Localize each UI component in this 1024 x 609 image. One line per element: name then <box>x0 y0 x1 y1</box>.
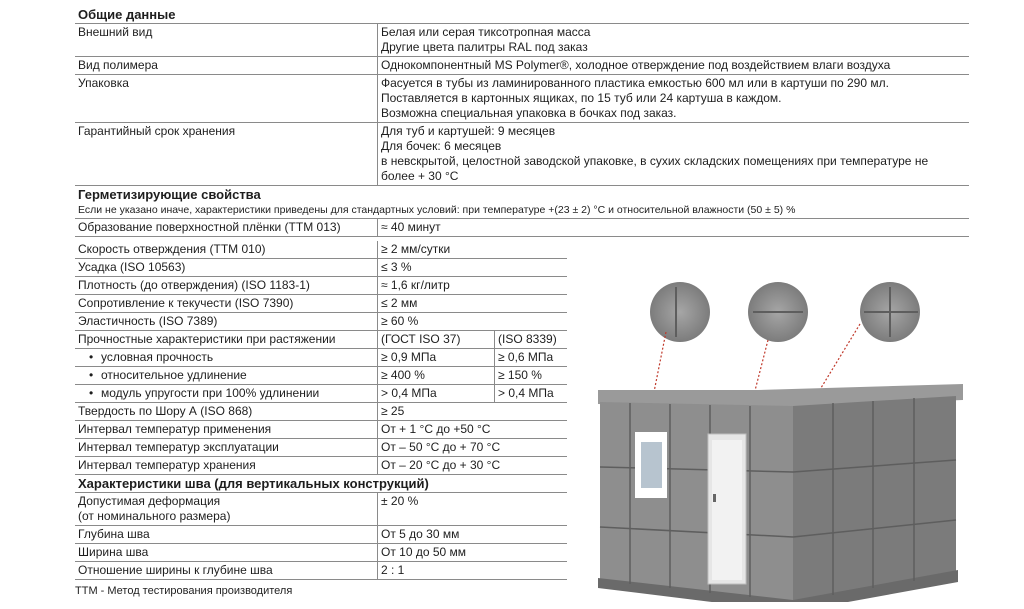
conditions-note: Если не указано иначе, характеристики приведены для стандартных условий: при температуре +(23 ± 2) °C и относительной влажности (50 ± 5) % <box>75 203 969 219</box>
row-value: ≈ 40 минут <box>378 219 970 237</box>
label-line: (от номинального размера) <box>78 509 231 523</box>
value-line: Другие цвета палитры RAL под заказ <box>381 40 588 54</box>
row-value: От 5 до 30 мм <box>378 526 568 544</box>
table-row <box>75 544 567 562</box>
row-value: От – 50 °С до + 70 °С <box>378 439 568 457</box>
row-value: ≥ 400 % <box>378 367 495 385</box>
row-label: Упаковка <box>75 75 378 123</box>
building <box>598 384 963 602</box>
row-value <box>378 24 970 57</box>
value-line: более + 30 °С <box>381 169 459 183</box>
table-row <box>75 219 969 237</box>
table-row <box>75 403 567 421</box>
value-line: Для туб и картушей: 9 месяцев <box>381 124 556 138</box>
row-value: От – 20 °С до + 30 °С <box>378 457 568 475</box>
table-row <box>75 75 969 123</box>
row-value: ≥ 25 <box>378 403 568 421</box>
row-label: Гарантийный срок хранения <box>75 123 378 186</box>
table-row <box>75 241 567 259</box>
sealing-table <box>75 241 567 580</box>
row-label: Усадка (ISO 10563) <box>75 259 378 277</box>
table-row <box>75 24 969 57</box>
row-label: Образование поверхностной плёнки (ТТМ 013) <box>75 219 378 237</box>
value-line: Фасуется в тубы из ламинированного пластика емкостью 600 мл или в картуши по 290 мл. <box>381 76 889 90</box>
building-illustration <box>588 282 978 602</box>
row-value: ± 20 % <box>378 493 568 526</box>
row-label: Твердость по Шору А (ISO 868) <box>75 403 378 421</box>
general-table <box>75 6 969 237</box>
row-value: ≤ 3 % <box>378 259 568 277</box>
table-row <box>75 526 567 544</box>
row-label: Внешний вид <box>75 24 378 57</box>
joint-detail-circle <box>650 282 710 342</box>
table-row <box>75 562 567 580</box>
joint-detail-callouts <box>650 282 920 342</box>
row-label: Интервал температур хранения <box>75 457 378 475</box>
row-label: Плотность (до отверждения) (ISO 1183-1) <box>75 277 378 295</box>
row-label: Прочностные характеристики при растяжении <box>75 331 378 349</box>
row-value: Однокомпонентный MS Polymer®, холодное отверждение под воздействием влаги воздуха <box>378 57 970 75</box>
table-row <box>75 385 567 403</box>
footer-note: ТТМ - Метод тестирования производителя <box>75 585 293 597</box>
row-value: От + 1 °С до +50 °С <box>378 421 568 439</box>
tensile-col2-header: (ISO 8339) <box>495 331 568 349</box>
general-title: Общие данные <box>75 6 969 24</box>
table-row <box>75 349 567 367</box>
row-value: ≥ 150 % <box>495 367 568 385</box>
row-label: • относительное удлинение <box>75 367 378 385</box>
row-label: • условная прочность <box>75 349 378 367</box>
row-label <box>75 493 378 526</box>
table-row <box>75 259 567 277</box>
row-label: Вид полимера <box>75 57 378 75</box>
row-value: ≤ 2 мм <box>378 295 568 313</box>
table-row <box>75 295 567 313</box>
tensile-header-row <box>75 331 567 349</box>
value-line: Возможна специальная упаковка в бочках под заказ. <box>381 106 677 120</box>
value-line: Белая или серая тиксотропная масса <box>381 25 591 39</box>
row-value: ≥ 60 % <box>378 313 568 331</box>
row-label: Ширина шва <box>75 544 378 562</box>
row-value <box>378 123 970 186</box>
table-row <box>75 421 567 439</box>
row-label: Эластичность (ISO 7389) <box>75 313 378 331</box>
tensile-col1-header: (ГОСТ ISO 37) <box>378 331 495 349</box>
row-value: От 10 до 50 мм <box>378 544 568 562</box>
row-value: 2 : 1 <box>378 562 568 580</box>
table-row <box>75 57 969 75</box>
row-label: Интервал температур применения <box>75 421 378 439</box>
table-row <box>75 493 567 526</box>
value-line: Для бочек: 6 месяцев <box>381 139 502 153</box>
row-label: Отношение ширины к глубине шва <box>75 562 378 580</box>
row-value: ≥ 2 мм/сутки <box>378 241 568 259</box>
table-row <box>75 277 567 295</box>
value-line: в невскрытой, целостной заводской упаковке, в сухих складских помещениях при температуре не <box>381 154 929 168</box>
row-value <box>378 75 970 123</box>
row-value: > 0,4 МПа <box>495 385 568 403</box>
row-label: • модуль упругости при 100% удлинении <box>75 385 378 403</box>
row-label: Глубина шва <box>75 526 378 544</box>
row-label: Сопротивление к текучести (ISO 7390) <box>75 295 378 313</box>
row-value: ≥ 0,6 МПа <box>495 349 568 367</box>
table-row <box>75 313 567 331</box>
table-row <box>75 367 567 385</box>
row-value: ≈ 1,6 кг/литр <box>378 277 568 295</box>
value-line: Поставляется в картонных ящиках, по 15 туб или 24 картуша в каждом. <box>381 91 782 105</box>
table-row <box>75 457 567 475</box>
row-label: Скорость отверждения (ТТМ 010) <box>75 241 378 259</box>
label-line: Допустимая деформация <box>78 494 221 508</box>
row-value: > 0,4 МПа <box>378 385 495 403</box>
table-row <box>75 123 969 186</box>
row-value: ≥ 0,9 МПа <box>378 349 495 367</box>
table-row <box>75 439 567 457</box>
seam-title: Характеристики шва (для вертикальных конструкций) <box>75 475 567 493</box>
row-label: Интервал температур эксплуатации <box>75 439 378 457</box>
sealing-title: Герметизирующие свойства <box>78 187 261 202</box>
